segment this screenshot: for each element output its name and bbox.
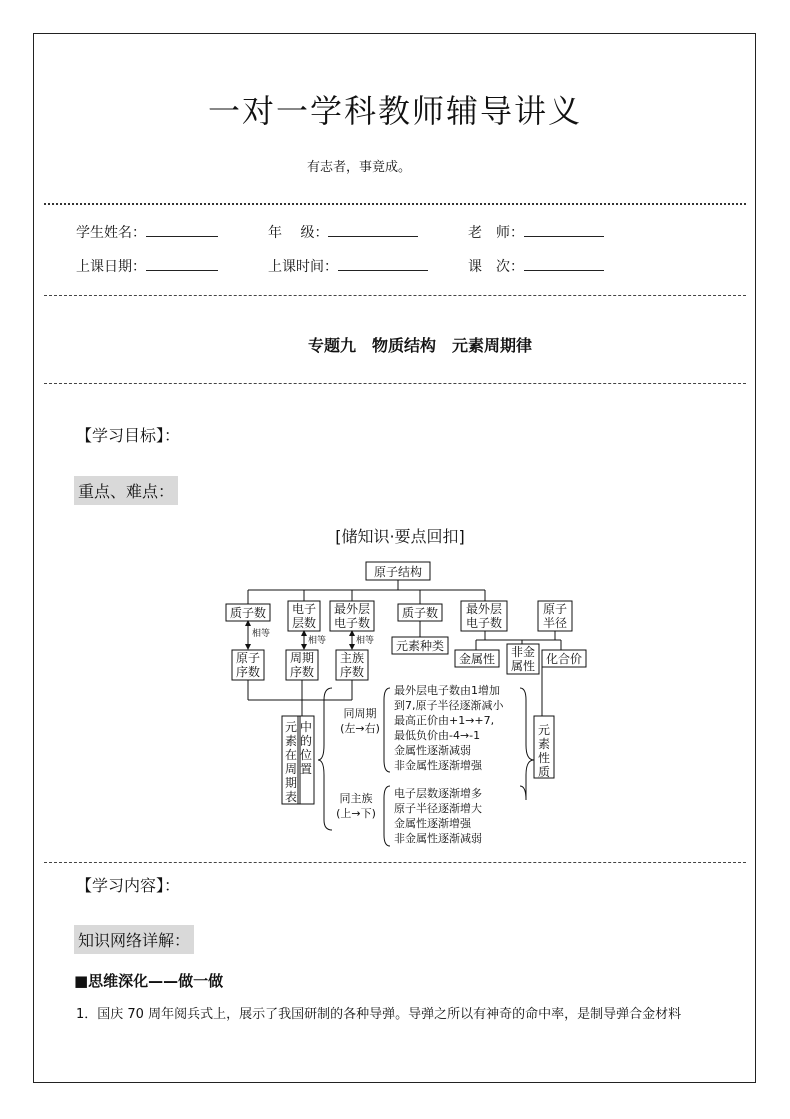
same-group-rule: 电子层数逐渐增多 — [394, 787, 482, 800]
outer-electrons-line2: 电子数 — [333, 616, 371, 630]
proton-count-2-node: 质子数 — [401, 606, 439, 620]
same-group-rule: 金属性逐渐增强 — [394, 817, 471, 830]
class-date-label: 上课日期： — [76, 259, 146, 275]
practice-heading: ■思维深化——做一做 — [74, 972, 224, 990]
position-char: 周 — [284, 762, 298, 776]
equal-label: 相等 — [252, 629, 271, 639]
outer-electrons-2-line2: 电子数 — [465, 616, 503, 630]
equal-label: 相等 — [356, 636, 375, 646]
metallic-node: 金属性 — [458, 652, 496, 666]
element-type-node: 元素种类 — [395, 639, 445, 653]
page-title: 一对一学科教师辅导讲义 — [207, 92, 582, 130]
position-middle-char: 置 — [299, 762, 313, 776]
position-char: 期 — [284, 776, 298, 790]
same-group-label: 同主族 — [339, 792, 373, 805]
goals-heading: 【学习目标】： — [76, 426, 181, 445]
same-period-rule: 最高正价由+1→+7, — [394, 714, 495, 727]
group-number-line2: 序数 — [339, 665, 365, 679]
content-heading: 【学习内容】： — [76, 876, 181, 895]
topic-title: 专题九 物质结构 元素周期律 — [307, 336, 532, 355]
same-period-rule: 最低负价由-4→-1 — [394, 729, 481, 742]
position-middle-char: 的 — [299, 734, 313, 748]
position-middle-char: 中 — [299, 720, 313, 734]
class-count-label: 课 次： — [468, 259, 524, 275]
network-heading: 知识网络详解： — [74, 925, 194, 954]
proton-count-node: 质子数 — [229, 606, 267, 620]
class-time-label: 上课时间： — [268, 259, 338, 275]
grade-label: 年 级： — [268, 225, 329, 241]
atomic-radius-line1: 原子 — [542, 602, 568, 616]
valence-node: 化合价 — [545, 652, 583, 666]
properties-char: 元 — [537, 723, 551, 737]
equal-label: 相等 — [308, 636, 327, 646]
motto: 有志者，事竟成。 — [307, 160, 412, 175]
same-group-rule: 非金属性逐渐减弱 — [394, 832, 482, 845]
period-number-line1: 周期 — [289, 651, 315, 665]
atomic-radius-line2: 半径 — [542, 616, 568, 630]
electron-shells-line2: 层数 — [291, 616, 317, 630]
same-group-direction: (上→下) — [336, 807, 376, 820]
nonmetallic-line1: 非金 — [510, 645, 536, 659]
same-period-rule: 到7,原子半径逐渐减小 — [394, 699, 504, 712]
same-period-rule: 金属性逐渐减弱 — [394, 744, 471, 757]
outer-electrons-line1: 最外层 — [333, 602, 371, 616]
nonmetallic-line2: 属性 — [510, 659, 536, 673]
position-middle-char: 位 — [299, 748, 313, 762]
atomic-number-line1: 原子 — [235, 651, 261, 665]
position-char: 在 — [284, 748, 298, 762]
position-char: 表 — [284, 790, 298, 804]
diagram-title: [储知识·要点回扣] — [335, 527, 465, 546]
dashed-divider — [44, 862, 746, 863]
same-period-label: 同周期 — [343, 707, 377, 720]
position-char: 素 — [284, 734, 298, 748]
question-1: 1．国庆 70 周年阅兵式上，展示了我国研制的各种导弹。导弹之所以有神奇的命中率，是制导弹合金材料 — [76, 1007, 682, 1022]
same-period-direction: (左→右) — [340, 722, 380, 735]
electron-shells-line1: 电子 — [291, 602, 317, 616]
teacher-label: 老 师： — [468, 225, 524, 241]
atomic-number-line2: 序数 — [235, 665, 261, 679]
same-period-rule: 非金属性逐渐增强 — [394, 759, 482, 772]
group-number-line1: 主族 — [339, 651, 365, 665]
properties-char: 性 — [537, 751, 551, 765]
student-name-label: 学生姓名： — [76, 225, 146, 241]
properties-char: 质 — [537, 765, 551, 779]
root-node: 原子结构 — [373, 565, 423, 579]
key-points-heading: 重点、难点： — [74, 476, 178, 505]
properties-char: 素 — [537, 737, 551, 751]
same-group-rule: 原子半径逐渐增大 — [394, 802, 482, 815]
outer-electrons-2-line1: 最外层 — [465, 602, 503, 616]
period-number-line2: 序数 — [289, 665, 315, 679]
position-char: 元 — [284, 720, 298, 734]
same-period-rule: 最外层电子数由1增加 — [394, 684, 500, 697]
